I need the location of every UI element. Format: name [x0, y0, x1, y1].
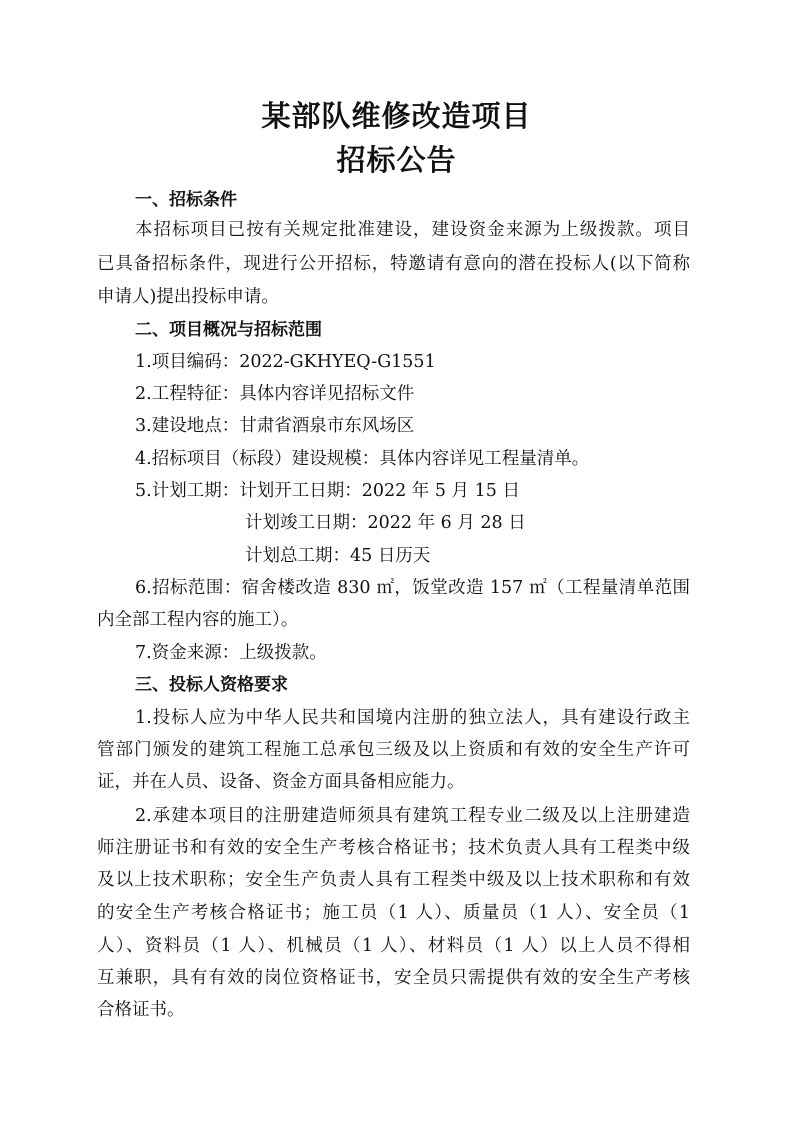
schedule-total-duration: 计划总工期：45 日历天: [245, 546, 431, 566]
section-2-heading: 二、项目概况与招标范围: [135, 320, 322, 340]
list-item-project-code: 1.项目编码：2022-GKHYEQ-G1551: [135, 352, 436, 372]
section-3-paragraph-1-line: 管部门颁发的建筑工程施工总承包三级及以上资质和有效的安全生产许可: [97, 740, 690, 760]
document-title-line-2: 招标公告: [336, 143, 457, 177]
section-1-paragraph-line: 已具备招标条件，现进行公开招标，特邀请有意向的潜在投标人(以下简称: [97, 254, 690, 274]
list-item-scale: 4.招标项目（标段）建设规模：具体内容详见工程量清单。: [135, 449, 590, 469]
section-3-paragraph-2-line: 合格证书。: [97, 1000, 185, 1020]
section-1-paragraph-line: 本招标项目已按有关规定批准建设，建设资金来源为上级拨款。项目: [135, 220, 690, 240]
list-item-fund-source: 7.资金来源：上级拨款。: [135, 643, 327, 663]
list-item-scope-continued: 内全部工程内容的施工）。: [97, 610, 299, 630]
section-1-paragraph-line: 申请人)提出投标申请。: [97, 287, 279, 307]
section-3-paragraph-2-line: 师注册证书和有效的安全生产考核合格证书；技术负责人具有工程类中级: [97, 838, 690, 858]
list-item-schedule: 5.计划工期：计划开工日期：2022 年 5 月 15 日: [135, 481, 520, 501]
section-3-paragraph-2-line: 及以上技术职称；安全生产负责人具有工程类中级及以上技术职称和有效: [97, 870, 690, 890]
list-item-scope: 6.招标范围：宿舍楼改造 830 ㎡，饭堂改造 157 ㎡（工程量清单范围: [135, 578, 690, 598]
document-title-line-1: 某部队维修改造项目: [261, 99, 532, 133]
section-1-heading: 一、招标条件: [135, 190, 237, 210]
section-3-paragraph-2-line: 2.承建本项目的注册建造师须具有建筑工程专业二级及以上注册建造: [135, 806, 690, 826]
section-3-heading: 三、投标人资格要求: [135, 675, 288, 695]
section-3-paragraph-1-line: 证，并在人员、设备、资金方面具备相应能力。: [97, 772, 465, 792]
schedule-completion-date: 计划竣工日期：2022 年 6 月 28 日: [245, 513, 526, 533]
section-3-paragraph-2-line: 互兼职，具有有效的岗位资格证书，安全员只需提供有效的安全生产考核: [97, 968, 690, 988]
section-3-paragraph-1-line: 1.投标人应为中华人民共和国境内注册的独立法人，具有建设行政主: [135, 708, 690, 728]
list-item-project-features: 2.工程特征：具体内容详见招标文件: [135, 384, 415, 404]
section-3-paragraph-2-line: 人）、资料员（1 人）、机械员（1 人）、材料员（1 人）以上人员不得相: [97, 936, 690, 956]
list-item-location: 3.建设地点：甘肃省酒泉市东风场区: [135, 416, 415, 436]
section-3-paragraph-2-line: 的安全生产考核合格证书；施工员（1 人）、质量员（1 人）、安全员（1: [97, 903, 690, 923]
